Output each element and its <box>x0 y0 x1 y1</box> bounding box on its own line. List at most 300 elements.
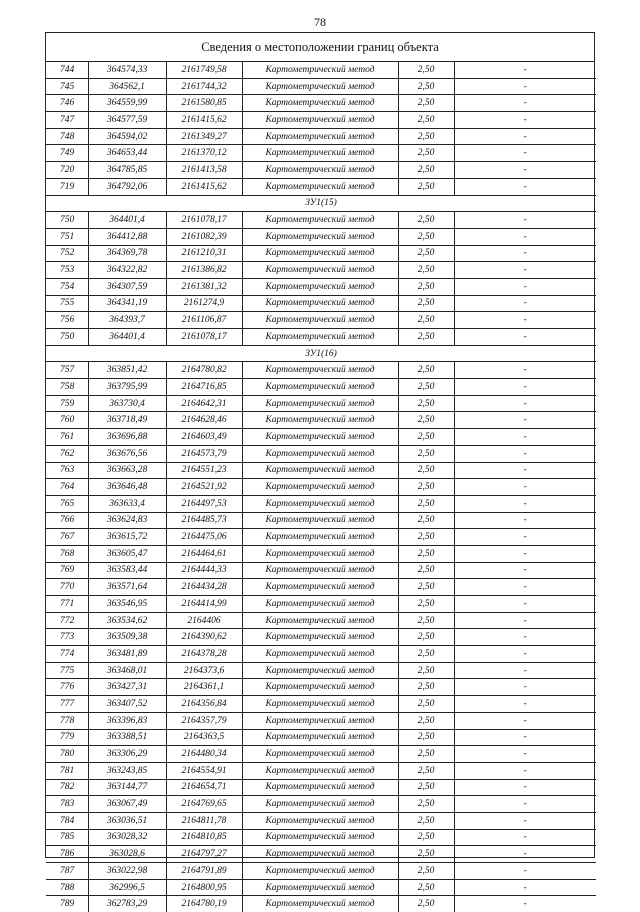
y-coordinate-cell: 2161580,85 <box>166 95 242 112</box>
description-cell: - <box>454 512 596 529</box>
method-cell: Картометрический метод <box>242 262 398 279</box>
y-coordinate-cell: 2164390,62 <box>166 629 242 646</box>
table-row <box>46 629 596 646</box>
table-row <box>46 779 596 796</box>
precision-cell: 2,50 <box>398 395 454 412</box>
x-coordinate-cell: 363481,89 <box>88 646 166 663</box>
point-number-cell: 786 <box>46 846 88 863</box>
precision-cell: 2,50 <box>398 712 454 729</box>
method-cell: Картометрический метод <box>242 95 398 112</box>
description-cell: - <box>454 412 596 429</box>
coordinates-frame <box>45 32 595 910</box>
y-coordinate-cell: 2161106,87 <box>166 312 242 329</box>
table-row <box>46 812 596 829</box>
point-number-cell: 756 <box>46 312 88 329</box>
table-row <box>46 479 596 496</box>
y-coordinate-cell: 2164475,06 <box>166 529 242 546</box>
point-number-cell: 758 <box>46 379 88 396</box>
description-cell: - <box>454 779 596 796</box>
point-number-cell: 781 <box>46 762 88 779</box>
precision-cell: 2,50 <box>398 729 454 746</box>
section-row <box>46 345 596 362</box>
point-number-cell: 771 <box>46 596 88 613</box>
y-coordinate-cell: 2164800,95 <box>166 879 242 896</box>
y-coordinate-cell: 2164554,91 <box>166 762 242 779</box>
table-row <box>46 128 596 145</box>
point-number-cell: 787 <box>46 863 88 880</box>
y-coordinate-cell: 2164551,23 <box>166 462 242 479</box>
x-coordinate-cell: 363022,98 <box>88 863 166 880</box>
point-number-cell: 788 <box>46 879 88 896</box>
method-cell: Картометрический метод <box>242 329 398 346</box>
description-cell: - <box>454 479 596 496</box>
precision-cell: 2,50 <box>398 696 454 713</box>
table-row <box>46 245 596 262</box>
x-coordinate-cell: 363067,49 <box>88 796 166 813</box>
method-cell: Картометрический метод <box>242 362 398 379</box>
precision-cell: 2,50 <box>398 445 454 462</box>
table-row <box>46 562 596 579</box>
x-coordinate-cell: 364412,88 <box>88 228 166 245</box>
method-cell: Картометрический метод <box>242 495 398 512</box>
description-cell: - <box>454 579 596 596</box>
method-cell: Картометрический метод <box>242 312 398 329</box>
point-number-cell: 780 <box>46 746 88 763</box>
point-number-cell: 757 <box>46 362 88 379</box>
table-row <box>46 445 596 462</box>
point-number-cell: 766 <box>46 512 88 529</box>
precision-cell: 2,50 <box>398 429 454 446</box>
method-cell: Картометрический метод <box>242 612 398 629</box>
y-coordinate-cell: 2161415,62 <box>166 112 242 129</box>
x-coordinate-cell: 364393,7 <box>88 312 166 329</box>
section-row <box>46 195 596 212</box>
description-cell: - <box>454 746 596 763</box>
x-coordinate-cell: 363615,72 <box>88 529 166 546</box>
method-cell: Картометрический метод <box>242 445 398 462</box>
table-row <box>46 896 596 912</box>
method-cell: Картометрический метод <box>242 529 398 546</box>
point-number-cell: 749 <box>46 145 88 162</box>
method-cell: Картометрический метод <box>242 278 398 295</box>
x-coordinate-cell: 364307,59 <box>88 278 166 295</box>
description-cell: - <box>454 863 596 880</box>
table-row <box>46 162 596 179</box>
table-row <box>46 646 596 663</box>
table-row <box>46 228 596 245</box>
precision-cell: 2,50 <box>398 278 454 295</box>
x-coordinate-cell: 363676,56 <box>88 445 166 462</box>
point-number-cell: 751 <box>46 228 88 245</box>
method-cell: Картометрический метод <box>242 228 398 245</box>
x-coordinate-cell: 364369,78 <box>88 245 166 262</box>
precision-cell: 2,50 <box>398 128 454 145</box>
x-coordinate-cell: 364785,85 <box>88 162 166 179</box>
table-row <box>46 62 596 78</box>
y-coordinate-cell: 2164497,53 <box>166 495 242 512</box>
point-number-cell: 747 <box>46 112 88 129</box>
x-coordinate-cell: 364322,82 <box>88 262 166 279</box>
y-coordinate-cell: 2164406 <box>166 612 242 629</box>
description-cell: - <box>454 162 596 179</box>
point-number-cell: 763 <box>46 462 88 479</box>
method-cell: Картометрический метод <box>242 78 398 95</box>
precision-cell: 2,50 <box>398 362 454 379</box>
x-coordinate-cell: 363718,49 <box>88 412 166 429</box>
x-coordinate-cell: 363583,44 <box>88 562 166 579</box>
x-coordinate-cell: 363243,85 <box>88 762 166 779</box>
method-cell: Картометрический метод <box>242 696 398 713</box>
y-coordinate-cell: 2164485,73 <box>166 512 242 529</box>
precision-cell: 2,50 <box>398 779 454 796</box>
x-coordinate-cell: 363396,83 <box>88 712 166 729</box>
x-coordinate-cell: 363795,99 <box>88 379 166 396</box>
precision-cell: 2,50 <box>398 312 454 329</box>
precision-cell: 2,50 <box>398 846 454 863</box>
point-number-cell: 779 <box>46 729 88 746</box>
table-row <box>46 278 596 295</box>
precision-cell: 2,50 <box>398 329 454 346</box>
description-cell: - <box>454 846 596 863</box>
y-coordinate-cell: 2164356,84 <box>166 696 242 713</box>
description-cell: - <box>454 896 596 912</box>
x-coordinate-cell: 364401,4 <box>88 329 166 346</box>
description-cell: - <box>454 228 596 245</box>
point-number-cell: 773 <box>46 629 88 646</box>
description-cell: - <box>454 545 596 562</box>
y-coordinate-cell: 2161749,58 <box>166 62 242 78</box>
method-cell: Картометрический метод <box>242 796 398 813</box>
y-coordinate-cell: 2164780,19 <box>166 896 242 912</box>
precision-cell: 2,50 <box>398 112 454 129</box>
y-coordinate-cell: 2161386,82 <box>166 262 242 279</box>
precision-cell: 2,50 <box>398 662 454 679</box>
description-cell: - <box>454 78 596 95</box>
method-cell: Картометрический метод <box>242 162 398 179</box>
precision-cell: 2,50 <box>398 295 454 312</box>
description-cell: - <box>454 395 596 412</box>
description-cell: - <box>454 245 596 262</box>
table-row <box>46 312 596 329</box>
description-cell: - <box>454 362 596 379</box>
description-cell: - <box>454 529 596 546</box>
point-number-cell: 774 <box>46 646 88 663</box>
x-coordinate-cell: 364559,99 <box>88 95 166 112</box>
x-coordinate-cell: 363605,47 <box>88 545 166 562</box>
table-row <box>46 846 596 863</box>
precision-cell: 2,50 <box>398 896 454 912</box>
method-cell: Картометрический метод <box>242 395 398 412</box>
precision-cell: 2,50 <box>398 879 454 896</box>
precision-cell: 2,50 <box>398 679 454 696</box>
precision-cell: 2,50 <box>398 612 454 629</box>
method-cell: Картометрический метод <box>242 512 398 529</box>
table-title: Сведения о местоположении границ объекта <box>46 33 594 62</box>
y-coordinate-cell: 2164444,33 <box>166 562 242 579</box>
y-coordinate-cell: 2161078,17 <box>166 212 242 229</box>
description-cell: - <box>454 712 596 729</box>
point-number-cell: 754 <box>46 278 88 295</box>
precision-cell: 2,50 <box>398 579 454 596</box>
x-coordinate-cell: 364792,06 <box>88 178 166 195</box>
point-number-cell: 789 <box>46 896 88 912</box>
method-cell: Картометрический метод <box>242 212 398 229</box>
method-cell: Картометрический метод <box>242 128 398 145</box>
point-number-cell: 755 <box>46 295 88 312</box>
precision-cell: 2,50 <box>398 812 454 829</box>
method-cell: Картометрический метод <box>242 762 398 779</box>
table-row <box>46 412 596 429</box>
method-cell: Картометрический метод <box>242 412 398 429</box>
table-row <box>46 379 596 396</box>
y-coordinate-cell: 2164811,78 <box>166 812 242 829</box>
description-cell: - <box>454 278 596 295</box>
description-cell: - <box>454 329 596 346</box>
coordinates-table-body <box>46 62 596 912</box>
precision-cell: 2,50 <box>398 412 454 429</box>
table-row <box>46 145 596 162</box>
method-cell: Картометрический метод <box>242 379 398 396</box>
y-coordinate-cell: 2164378,28 <box>166 646 242 663</box>
y-coordinate-cell: 2161744,32 <box>166 78 242 95</box>
precision-cell: 2,50 <box>398 95 454 112</box>
y-coordinate-cell: 2164603,49 <box>166 429 242 446</box>
y-coordinate-cell: 2164780,82 <box>166 362 242 379</box>
description-cell: - <box>454 812 596 829</box>
precision-cell: 2,50 <box>398 162 454 179</box>
description-cell: - <box>454 262 596 279</box>
precision-cell: 2,50 <box>398 462 454 479</box>
table-row <box>46 796 596 813</box>
description-cell: - <box>454 379 596 396</box>
table-row <box>46 746 596 763</box>
description-cell: - <box>454 462 596 479</box>
precision-cell: 2,50 <box>398 512 454 529</box>
method-cell: Картометрический метод <box>242 245 398 262</box>
x-coordinate-cell: 363851,42 <box>88 362 166 379</box>
point-number-cell: 752 <box>46 245 88 262</box>
y-coordinate-cell: 2164642,31 <box>166 395 242 412</box>
method-cell: Картометрический метод <box>242 145 398 162</box>
table-row <box>46 679 596 696</box>
point-number-cell: 760 <box>46 412 88 429</box>
method-cell: Картометрический метод <box>242 896 398 912</box>
y-coordinate-cell: 2164769,65 <box>166 796 242 813</box>
y-coordinate-cell: 2161349,27 <box>166 128 242 145</box>
description-cell: - <box>454 596 596 613</box>
x-coordinate-cell: 364594,02 <box>88 128 166 145</box>
section-label: ЗУ1(16) <box>46 345 596 362</box>
y-coordinate-cell: 2164464,61 <box>166 545 242 562</box>
point-number-cell: 719 <box>46 178 88 195</box>
point-number-cell: 775 <box>46 662 88 679</box>
y-coordinate-cell: 2164373,6 <box>166 662 242 679</box>
table-row <box>46 178 596 195</box>
x-coordinate-cell: 363571,64 <box>88 579 166 596</box>
x-coordinate-cell: 363468,01 <box>88 662 166 679</box>
page-number: 78 <box>314 15 326 29</box>
section-label: ЗУ1(15) <box>46 195 596 212</box>
description-cell: - <box>454 62 596 78</box>
method-cell: Картометрический метод <box>242 846 398 863</box>
y-coordinate-cell: 2164791,89 <box>166 863 242 880</box>
table-row <box>46 863 596 880</box>
point-number-cell: 767 <box>46 529 88 546</box>
method-cell: Картометрический метод <box>242 596 398 613</box>
method-cell: Картометрический метод <box>242 779 398 796</box>
point-number-cell: 783 <box>46 796 88 813</box>
x-coordinate-cell: 363624,83 <box>88 512 166 529</box>
table-row <box>46 112 596 129</box>
point-number-cell: 762 <box>46 445 88 462</box>
x-coordinate-cell: 364653,44 <box>88 145 166 162</box>
table-row <box>46 78 596 95</box>
method-cell: Картометрический метод <box>242 746 398 763</box>
precision-cell: 2,50 <box>398 479 454 496</box>
x-coordinate-cell: 363427,31 <box>88 679 166 696</box>
point-number-cell: 769 <box>46 562 88 579</box>
point-number-cell: 785 <box>46 829 88 846</box>
y-coordinate-cell: 2161381,32 <box>166 278 242 295</box>
table-row <box>46 329 596 346</box>
method-cell: Картометрический метод <box>242 112 398 129</box>
precision-cell: 2,50 <box>398 78 454 95</box>
point-number-cell: 765 <box>46 495 88 512</box>
description-cell: - <box>454 762 596 779</box>
table-row <box>46 395 596 412</box>
x-coordinate-cell: 363388,51 <box>88 729 166 746</box>
y-coordinate-cell: 2164357,79 <box>166 712 242 729</box>
table-row <box>46 579 596 596</box>
precision-cell: 2,50 <box>398 145 454 162</box>
table-row <box>46 295 596 312</box>
y-coordinate-cell: 2164654,71 <box>166 779 242 796</box>
point-number-cell: 778 <box>46 712 88 729</box>
precision-cell: 2,50 <box>398 545 454 562</box>
table-row <box>46 95 596 112</box>
precision-cell: 2,50 <box>398 212 454 229</box>
table-row <box>46 212 596 229</box>
y-coordinate-cell: 2161082,39 <box>166 228 242 245</box>
y-coordinate-cell: 2164573,79 <box>166 445 242 462</box>
description-cell: - <box>454 729 596 746</box>
y-coordinate-cell: 2164716,85 <box>166 379 242 396</box>
point-number-cell: 777 <box>46 696 88 713</box>
x-coordinate-cell: 364341,19 <box>88 295 166 312</box>
description-cell: - <box>454 629 596 646</box>
method-cell: Картометрический метод <box>242 646 398 663</box>
x-coordinate-cell: 363144,77 <box>88 779 166 796</box>
x-coordinate-cell: 364562,1 <box>88 78 166 95</box>
table-row <box>46 712 596 729</box>
precision-cell: 2,50 <box>398 262 454 279</box>
y-coordinate-cell: 2164628,46 <box>166 412 242 429</box>
method-cell: Картометрический метод <box>242 295 398 312</box>
x-coordinate-cell: 364401,4 <box>88 212 166 229</box>
table-row <box>46 596 596 613</box>
y-coordinate-cell: 2161274,9 <box>166 295 242 312</box>
point-number-cell: 750 <box>46 329 88 346</box>
precision-cell: 2,50 <box>398 495 454 512</box>
method-cell: Картометрический метод <box>242 545 398 562</box>
precision-cell: 2,50 <box>398 379 454 396</box>
description-cell: - <box>454 562 596 579</box>
description-cell: - <box>454 212 596 229</box>
description-cell: - <box>454 696 596 713</box>
x-coordinate-cell: 363646,48 <box>88 479 166 496</box>
point-number-cell: 776 <box>46 679 88 696</box>
x-coordinate-cell: 363546,95 <box>88 596 166 613</box>
y-coordinate-cell: 2164363,5 <box>166 729 242 746</box>
x-coordinate-cell: 364577,59 <box>88 112 166 129</box>
y-coordinate-cell: 2164434,28 <box>166 579 242 596</box>
point-number-cell: 759 <box>46 395 88 412</box>
description-cell: - <box>454 295 596 312</box>
y-coordinate-cell: 2164797,27 <box>166 846 242 863</box>
table-row <box>46 262 596 279</box>
x-coordinate-cell: 363633,4 <box>88 495 166 512</box>
method-cell: Картометрический метод <box>242 662 398 679</box>
point-number-cell: 782 <box>46 779 88 796</box>
table-row <box>46 662 596 679</box>
precision-cell: 2,50 <box>398 178 454 195</box>
method-cell: Картометрический метод <box>242 629 398 646</box>
point-number-cell: 720 <box>46 162 88 179</box>
y-coordinate-cell: 2161415,62 <box>166 178 242 195</box>
description-cell: - <box>454 679 596 696</box>
precision-cell: 2,50 <box>398 228 454 245</box>
x-coordinate-cell: 363730,4 <box>88 395 166 412</box>
description-cell: - <box>454 128 596 145</box>
description-cell: - <box>454 145 596 162</box>
precision-cell: 2,50 <box>398 245 454 262</box>
y-coordinate-cell: 2164414,99 <box>166 596 242 613</box>
description-cell: - <box>454 495 596 512</box>
description-cell: - <box>454 445 596 462</box>
x-coordinate-cell: 362996,5 <box>88 879 166 896</box>
method-cell: Картометрический метод <box>242 679 398 696</box>
y-coordinate-cell: 2164810,85 <box>166 829 242 846</box>
point-number-cell: 770 <box>46 579 88 596</box>
table-row <box>46 729 596 746</box>
method-cell: Картометрический метод <box>242 462 398 479</box>
y-coordinate-cell: 2164480,34 <box>166 746 242 763</box>
y-coordinate-cell: 2164521,92 <box>166 479 242 496</box>
precision-cell: 2,50 <box>398 796 454 813</box>
precision-cell: 2,50 <box>398 646 454 663</box>
x-coordinate-cell: 363407,52 <box>88 696 166 713</box>
table-row <box>46 529 596 546</box>
table-row <box>46 512 596 529</box>
method-cell: Картометрический метод <box>242 863 398 880</box>
method-cell: Картометрический метод <box>242 178 398 195</box>
method-cell: Картометрический метод <box>242 812 398 829</box>
precision-cell: 2,50 <box>398 629 454 646</box>
point-number-cell: 761 <box>46 429 88 446</box>
table-row <box>46 362 596 379</box>
method-cell: Картометрический метод <box>242 712 398 729</box>
table-row <box>46 429 596 446</box>
x-coordinate-cell: 362783,29 <box>88 896 166 912</box>
y-coordinate-cell: 2164361,1 <box>166 679 242 696</box>
x-coordinate-cell: 363028,6 <box>88 846 166 863</box>
x-coordinate-cell: 363663,28 <box>88 462 166 479</box>
point-number-cell: 745 <box>46 78 88 95</box>
point-number-cell: 746 <box>46 95 88 112</box>
method-cell: Картометрический метод <box>242 562 398 579</box>
point-number-cell: 772 <box>46 612 88 629</box>
description-cell: - <box>454 612 596 629</box>
